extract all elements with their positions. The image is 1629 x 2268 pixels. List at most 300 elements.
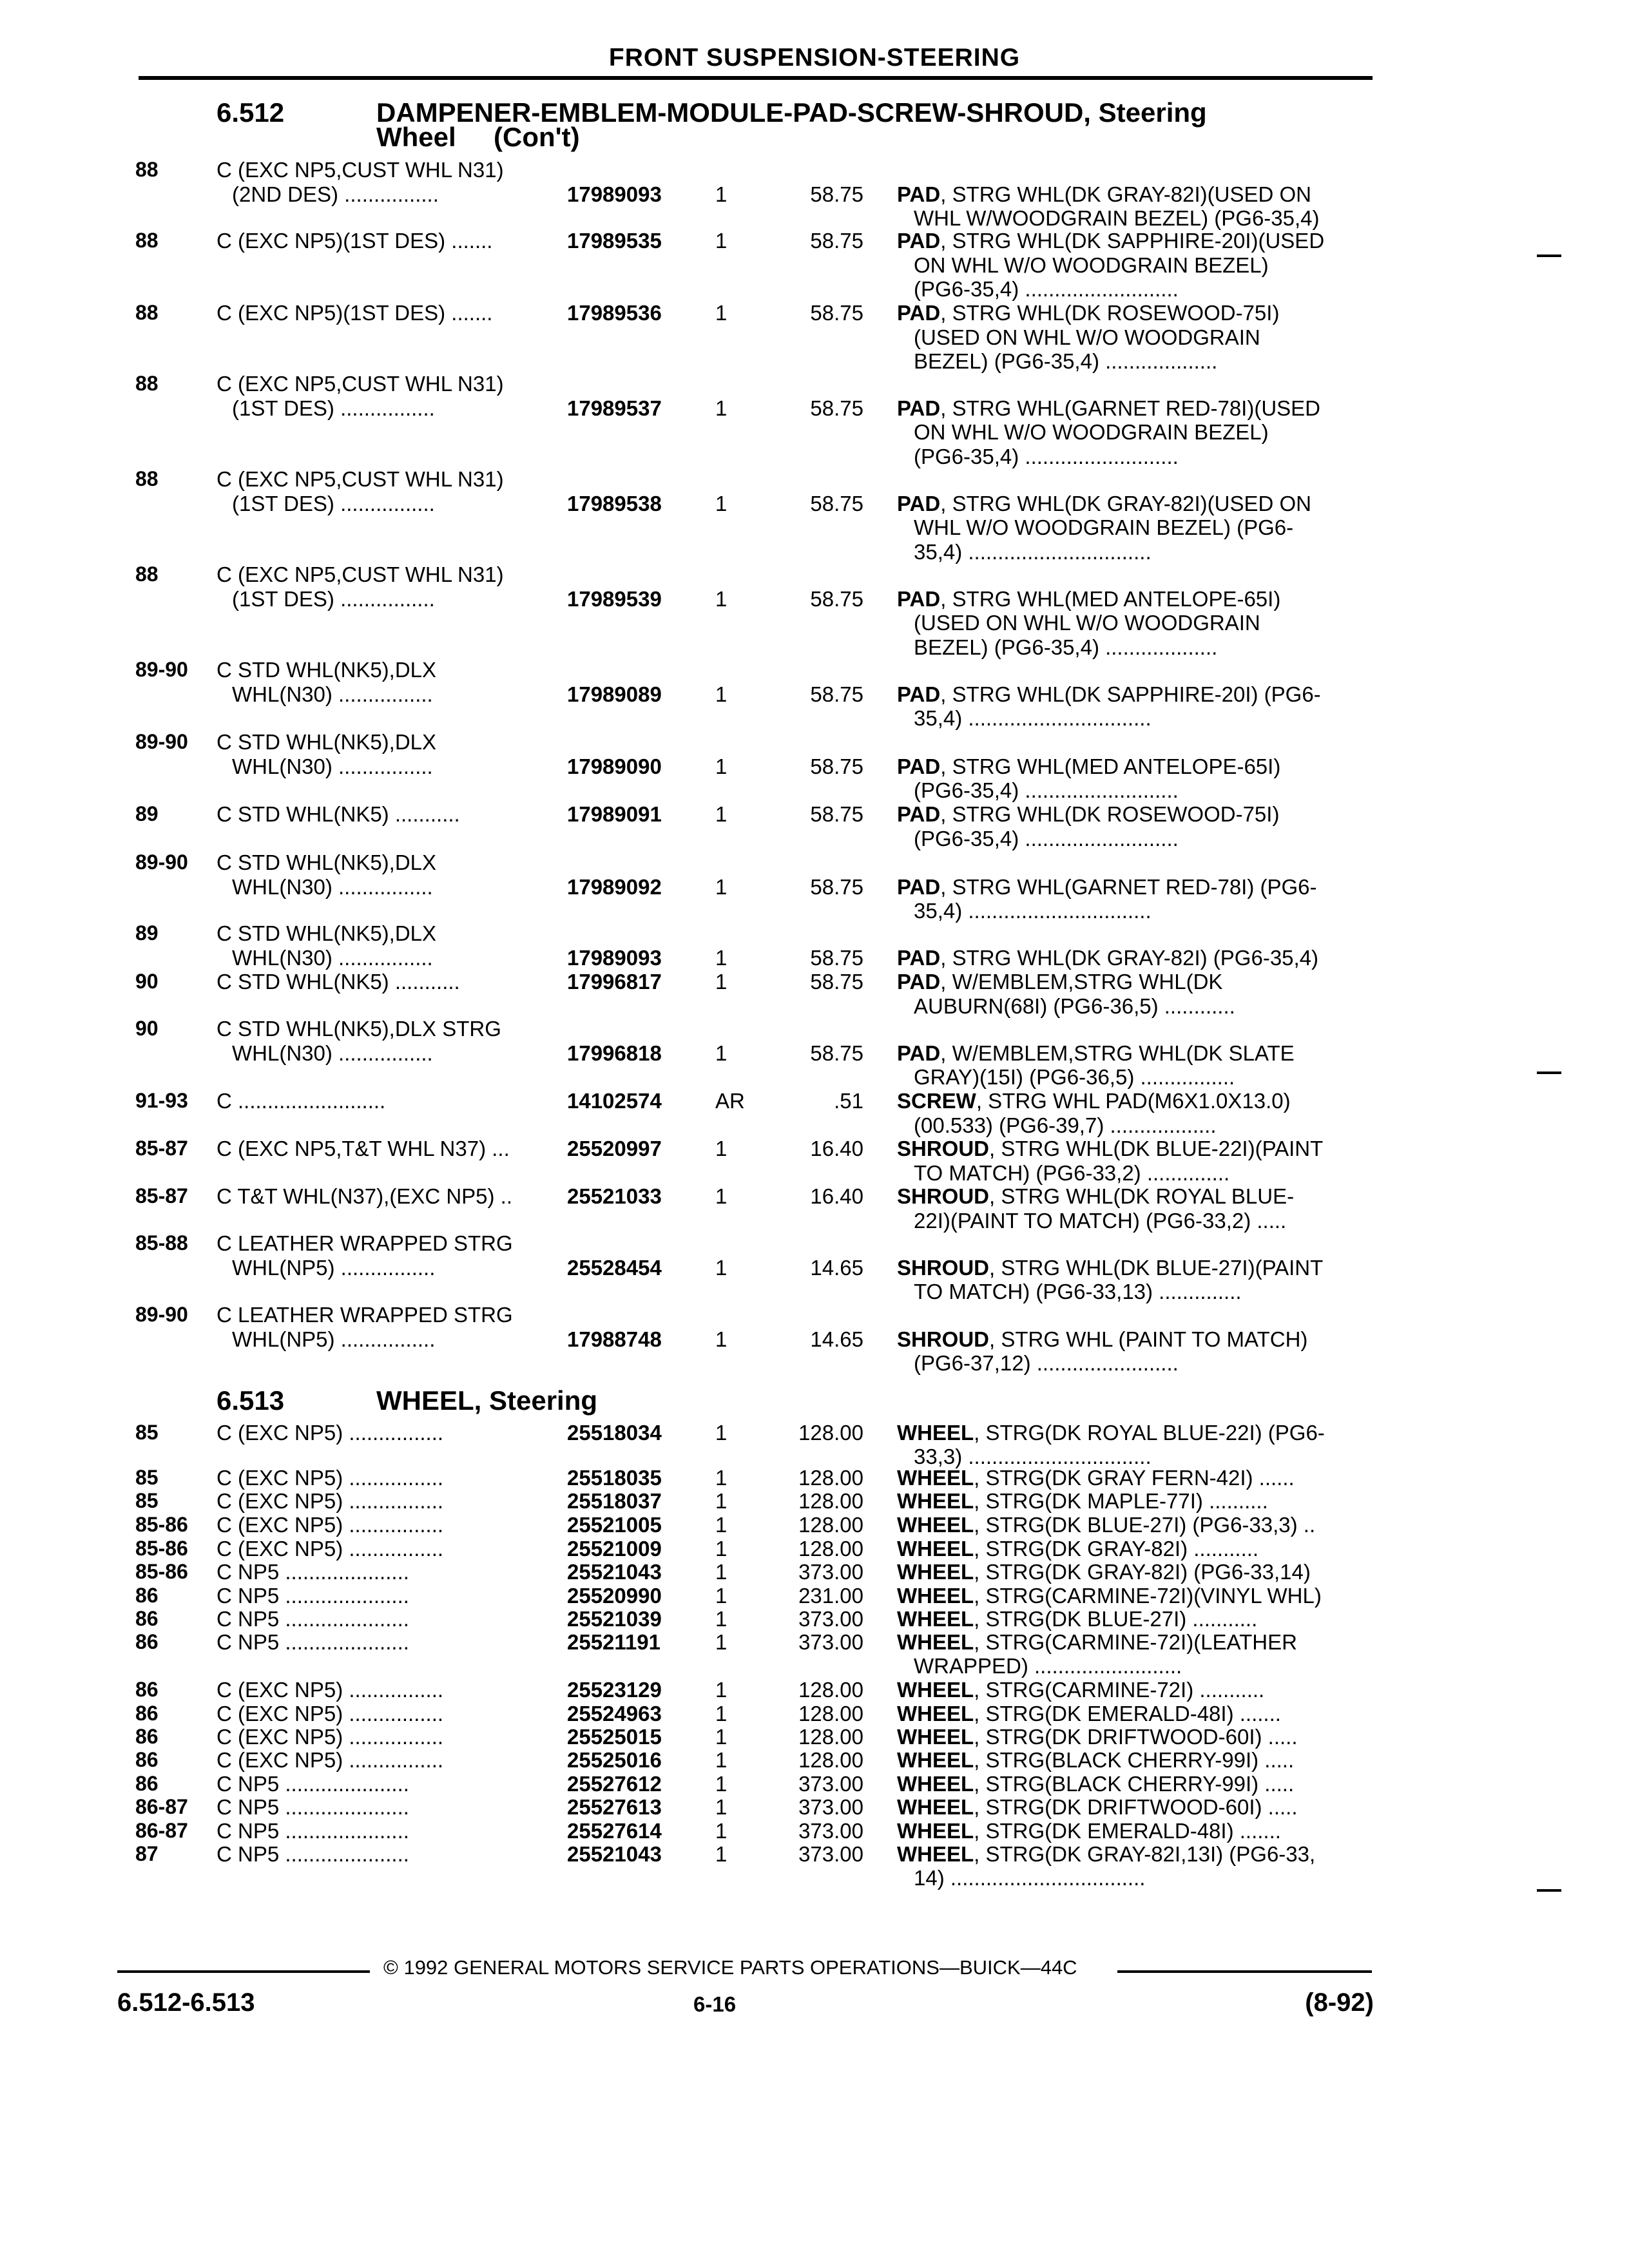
description-keyword: PAD [897,301,941,325]
description-text: (USED ON WHL W/O WOODGRAIN [914,325,1260,349]
description-text: , STRG WHL(MED ANTELOPE-65I) [940,754,1281,778]
usage-text: C NP5 ..................... [217,1607,409,1631]
model-year: 86 [135,1584,159,1607]
model-year: 86 [135,1678,159,1701]
part-number: 17989093 [567,945,662,970]
model-year: 90 [135,970,159,993]
description-keyword: SHROUD [897,1137,990,1160]
quantity: 1 [715,301,728,325]
description [897,1630,1374,1655]
usage-text: C STD WHL(NK5),DLX [217,850,437,874]
quantity: 1 [715,1041,728,1065]
description-text: , STRG(DK MAPLE-77I) .......... [974,1489,1268,1513]
price: 231.00 [798,1584,863,1608]
description-text: , STRG(DK GRAY FERN-42I) ...... [974,1466,1295,1490]
description [897,1560,1374,1584]
usage-text: (1ST DES) ................ [232,586,435,611]
description-keyword: WHEEL [897,1584,974,1608]
quantity: 1 [715,182,728,206]
usage-text: WHL(N30) ................ [232,754,433,778]
description-keyword: PAD [897,682,941,706]
description-text: , STRG WHL(DK GRAY-82I) (PG6-35,4) [940,945,1319,970]
description-text: , STRG WHL(GARNET RED-78I) (PG6- [940,874,1317,899]
usage-text: WHL(NP5) ................ [232,1327,436,1351]
description [897,1489,1374,1514]
description-keyword: PAD [897,229,941,253]
price: 58.75 [810,491,863,515]
quantity: 1 [715,1327,728,1351]
footer-rule-left [117,1970,370,1973]
description-text: WRAPPED) ......................... [914,1654,1182,1678]
quantity: 1 [715,1584,728,1608]
usage-text: C LEATHER WRAPPED STRG [217,1303,513,1327]
description-text: , STRG(BLACK CHERRY-99I) ..... [974,1772,1295,1796]
price: 128.00 [798,1489,863,1513]
description-keyword: WHEEL [897,1513,974,1537]
quantity: 1 [715,1466,728,1490]
model-year: 89-90 [135,730,188,753]
usage-text: C (EXC NP5,CUST WHL N31) [217,467,504,491]
description [897,1819,1374,1843]
description-text: , STRG WHL(DK SAPPHIRE-20I)(USED [940,229,1325,253]
part-number: 25521009 [567,1537,662,1561]
part-number: 25521039 [567,1607,662,1631]
description-text: TO MATCH) (PG6-33,2) .............. [914,1160,1230,1185]
description [897,492,1374,516]
description [897,754,1374,779]
price: 373.00 [798,1772,863,1796]
quantity: 1 [715,1795,728,1819]
description-text: , STRG(DK GRAY-82I) ........... [974,1537,1259,1561]
quantity: 1 [715,1489,728,1513]
model-year: 90 [135,1017,159,1040]
part-number: 25521191 [567,1630,661,1654]
price: .51 [834,1089,863,1113]
part-number: 25525016 [567,1748,662,1772]
price: 14.65 [810,1327,863,1351]
usage-text: (1ST DES) ................ [232,491,435,515]
description-text: , STRG(BLACK CHERRY-99I) ..... [974,1748,1295,1772]
description [897,182,1374,207]
description-keyword: PAD [897,491,941,515]
description [897,587,1374,611]
usage-text: C (EXC NP5) ................ [217,1748,444,1772]
section-title-continued: Wheel (Con't) [376,122,580,152]
price: 58.75 [810,586,863,611]
model-year: 88 [135,372,159,395]
usage-text: C NP5 ..................... [217,1584,409,1608]
part-number: 17989537 [567,396,662,420]
price: 128.00 [798,1748,863,1772]
description-text: , STRG(DK BLUE-27I) ........... [974,1607,1258,1631]
usage-text: C NP5 ..................... [217,1772,409,1796]
price: 16.40 [810,1137,863,1160]
quantity: 1 [715,1842,728,1866]
section-number: 6.513 [217,1385,285,1416]
usage-text: C (EXC NP5,CUST WHL N31) [217,158,504,182]
model-year: 85-87 [135,1184,188,1207]
model-year: 88 [135,301,159,324]
section-title: WHEEL, Steering [376,1385,598,1416]
description-text: (PG6-37,12) ........................ [914,1351,1179,1375]
description-text: , STRG WHL(DK BLUE-22I)(PAINT [989,1137,1324,1160]
description-text: , STRG WHL (PAINT TO MATCH) [989,1327,1308,1351]
price: 128.00 [798,1725,863,1749]
part-number: 25523129 [567,1678,662,1702]
price: 58.75 [810,970,863,994]
footer-rule-right [1117,1970,1372,1973]
part-number: 17989093 [567,182,662,206]
description-text: , STRG(DK DRIFTWOOD-60I) ..... [974,1725,1298,1749]
model-year: 86-87 [135,1795,188,1818]
quantity: 1 [715,586,728,611]
usage-text: C STD WHL(NK5),DLX STRG [217,1017,501,1041]
description-text: , STRG(CARMINE-72I) ........... [974,1678,1265,1702]
description-text: , STRG(DK GRAY-82I) (PG6-33,14) [974,1560,1311,1584]
usage-text: C (EXC NP5)(1ST DES) ....... [217,301,493,325]
description [897,1421,1374,1445]
price: 128.00 [798,1702,863,1725]
model-year: 86-87 [135,1819,188,1842]
description-text: , STRG WHL(DK GRAY-82I)(USED ON [940,182,1311,206]
description-text: WHL W/O WOODGRAIN BEZEL) (PG6- [914,515,1294,539]
price: 14.65 [810,1255,863,1280]
description-text: 35,4) ............................... [914,539,1152,564]
quantity: 1 [715,491,728,515]
description-text: 22I)(PAINT TO MATCH) (PG6-33,2) ..... [914,1208,1287,1233]
part-number: 17996817 [567,970,662,994]
description-keyword: PAD [897,1041,941,1065]
usage-text: C (EXC NP5) ................ [217,1678,444,1702]
price: 373.00 [798,1842,863,1866]
quantity: 1 [715,1702,728,1725]
price: 373.00 [798,1819,863,1843]
price: 58.75 [810,229,863,253]
description [897,1702,1374,1726]
quantity: 1 [715,682,728,706]
usage-text: WHL(N30) ................ [232,1041,433,1065]
usage-text: C NP5 ..................... [217,1630,409,1654]
description [897,301,1374,325]
usage-text: WHL(N30) ................ [232,945,433,970]
part-number: 25527612 [567,1772,662,1796]
part-number: 25521005 [567,1513,662,1537]
usage-text: WHL(NP5) ................ [232,1255,436,1280]
description-text: , STRG WHL PAD(M6X1.0X13.0) [976,1089,1291,1113]
model-year: 85-87 [135,1137,188,1160]
price: 58.75 [810,754,863,778]
part-number: 14102574 [567,1089,662,1113]
description-text: , STRG WHL(DK SAPPHIRE-20I) (PG6- [940,682,1321,706]
part-number: 17989536 [567,301,662,325]
description-text: , STRG(DK BLUE-27I) (PG6-33,3) .. [974,1513,1316,1537]
quantity: 1 [715,1725,728,1749]
description-keyword: PAD [897,586,941,611]
margin-mark [1537,1072,1561,1074]
model-year: 88 [135,562,159,586]
part-number: 25520990 [567,1584,662,1608]
description-keyword: WHEEL [897,1725,974,1749]
description-text: TO MATCH) (PG6-33,13) .............. [914,1280,1242,1303]
part-number: 25527613 [567,1795,662,1819]
price: 128.00 [798,1513,863,1537]
part-number: 25518037 [567,1489,662,1513]
description-keyword: WHEEL [897,1630,974,1654]
usage-text: C (EXC NP5) ................ [217,1513,444,1537]
description-text: , W/EMBLEM,STRG WHL(DK SLATE [940,1041,1295,1065]
title-rule [139,76,1373,80]
description-text: , W/EMBLEM,STRG WHL(DK [940,970,1223,994]
part-number: 25524963 [567,1702,662,1725]
description-keyword: WHEEL [897,1702,974,1725]
usage-text: C STD WHL(NK5),DLX [217,730,437,754]
usage-text: WHL(N30) ................ [232,874,433,899]
description [897,802,1374,827]
price: 58.75 [810,396,863,420]
model-year: 89 [135,802,159,825]
description-keyword: WHEEL [897,1795,974,1819]
model-year: 86 [135,1607,159,1630]
part-number: 17989092 [567,874,662,899]
price: 58.75 [810,301,863,325]
description [897,1842,1374,1867]
description-text: , STRG WHL(DK ROYAL BLUE- [989,1184,1295,1208]
description [897,1256,1374,1280]
description-text: 14) ................................. [914,1866,1146,1890]
description [897,1772,1374,1796]
part-number: 25520997 [567,1137,662,1160]
quantity: AR [715,1089,745,1113]
description-text: , STRG(CARMINE-72I)(VINYL WHL) [974,1584,1322,1608]
model-year: 89-90 [135,658,188,681]
price: 58.75 [810,874,863,899]
description-keyword: SHROUD [897,1255,990,1280]
quantity: 1 [715,802,728,826]
description-text: , STRG WHL(DK ROSEWOOD-75I) [940,301,1280,325]
description-keyword: WHEEL [897,1489,974,1513]
description-keyword: PAD [897,182,941,206]
description-text: , STRG(DK DRIFTWOOD-60I) ..... [974,1795,1298,1819]
quantity: 1 [715,229,728,253]
usage-text: C STD WHL(NK5),DLX [217,658,437,682]
model-year: 85-86 [135,1513,188,1536]
price: 128.00 [798,1466,863,1490]
description-keyword: WHEEL [897,1421,974,1445]
footer-date-code: (8-92) [1305,1988,1374,2017]
usage-text: (2ND DES) ................ [232,182,439,206]
model-year: 85 [135,1489,159,1512]
usage-text: C (EXC NP5) ................ [217,1537,444,1561]
quantity: 1 [715,874,728,899]
model-year: 86 [135,1725,159,1748]
description-text: , STRG WHL(DK BLUE-27I)(PAINT [989,1255,1324,1280]
usage-text: C NP5 ..................... [217,1560,409,1584]
price: 58.75 [810,802,863,826]
price: 373.00 [798,1630,863,1654]
price: 373.00 [798,1560,863,1584]
description-text: , STRG WHL(MED ANTELOPE-65I) [940,586,1281,611]
description-keyword: WHEEL [897,1772,974,1796]
part-number: 17988748 [567,1327,662,1351]
description [897,970,1374,994]
description [897,1795,1374,1820]
description-text: (USED ON WHL W/O WOODGRAIN [914,611,1260,635]
model-year: 87 [135,1842,159,1865]
quantity: 1 [715,1560,728,1584]
usage-text: C NP5 ..................... [217,1795,409,1819]
model-year: 85 [135,1421,159,1444]
description-text: , STRG WHL(DK ROSEWOOD-75I) [940,802,1280,826]
description-keyword: WHEEL [897,1607,974,1631]
quantity: 1 [715,1421,728,1445]
description-text: WHL W/WOODGRAIN BEZEL) (PG6-35,4) [914,206,1320,230]
part-number: 17989090 [567,754,662,778]
usage-text: C (EXC NP5) ................ [217,1466,444,1490]
part-number: 25518035 [567,1466,662,1490]
quantity: 1 [715,396,728,420]
description-text: (00.533) (PG6-39,7) .................. [914,1113,1217,1137]
model-year: 89 [135,921,159,945]
description [897,1041,1374,1066]
model-year: 88 [135,229,159,252]
description-text: (PG6-35,4) .......................... [914,778,1179,802]
usage-text: C T&T WHL(N37),(EXC NP5) .. [217,1184,513,1208]
part-number: 25528454 [567,1255,662,1280]
description-keyword: PAD [897,396,941,420]
price: 373.00 [798,1795,863,1819]
price: 58.75 [810,1041,863,1065]
quantity: 1 [715,754,728,778]
usage-text: C (EXC NP5) ................ [217,1702,444,1725]
description-text: , STRG WHL(GARNET RED-78I)(USED [940,396,1321,420]
quantity: 1 [715,1678,728,1702]
description-keyword: WHEEL [897,1537,974,1561]
description [897,1137,1374,1161]
description [897,1607,1374,1631]
quantity: 1 [715,1630,728,1654]
usage-text: C STD WHL(NK5) ........... [217,970,460,994]
usage-text: C (EXC NP5) ................ [217,1725,444,1749]
part-number: 25527614 [567,1819,662,1843]
price: 58.75 [810,945,863,970]
price: 58.75 [810,182,863,206]
description-text: , STRG(DK EMERALD-48I) ....... [974,1819,1281,1843]
description-keyword: PAD [897,874,941,899]
description [897,1466,1374,1490]
usage-text: C STD WHL(NK5),DLX [217,921,437,945]
description-keyword: SCREW [897,1089,976,1113]
price: 16.40 [810,1184,863,1208]
price: 128.00 [798,1537,863,1561]
usage-text: C LEATHER WRAPPED STRG [217,1231,513,1255]
description-text: (PG6-35,4) .......................... [914,826,1179,850]
footer-copyright: © 1992 GENERAL MOTORS SERVICE PARTS OPERATIONS—BUICK—44C [383,1956,1077,1979]
description [897,229,1374,253]
model-year: 85-88 [135,1231,188,1254]
usage-text: C (EXC NP5) ................ [217,1421,444,1445]
description-text: AUBURN(68I) (PG6-36,5) ............ [914,994,1235,1018]
description-keyword: PAD [897,802,941,826]
part-number: 25521043 [567,1560,662,1584]
margin-mark [1537,1889,1561,1892]
part-number: 17989089 [567,682,662,706]
usage-text: C NP5 ..................... [217,1842,409,1866]
usage-text: C (EXC NP5,T&T WHL N37) ... [217,1137,510,1160]
section-title: DAMPENER-EMBLEM-MODULE-PAD-SCREW-SHROUD, Steering [376,97,1207,128]
description [897,1678,1374,1702]
footer-section-range: 6.512-6.513 [117,1988,255,2017]
usage-text: C (EXC NP5,CUST WHL N31) [217,562,504,586]
usage-text: C (EXC NP5,CUST WHL N31) [217,372,504,396]
model-year: 89-90 [135,850,188,874]
quantity: 1 [715,1255,728,1280]
description-text: ON WHL W/O WOODGRAIN BEZEL) [914,420,1269,444]
description-keyword: WHEEL [897,1466,974,1490]
quantity: 1 [715,1772,728,1796]
description-text: BEZEL) (PG6-35,4) ................... [914,349,1218,373]
model-year: 85-86 [135,1537,188,1560]
model-year: 86 [135,1748,159,1771]
description-keyword: WHEEL [897,1819,974,1843]
quantity: 1 [715,1819,728,1843]
description [897,682,1374,707]
description-keyword: WHEEL [897,1842,974,1866]
margin-mark [1537,255,1561,257]
usage-text: C NP5 ..................... [217,1819,409,1843]
quantity: 1 [715,1137,728,1160]
part-number: 17989538 [567,491,662,515]
description-text: , STRG WHL(DK GRAY-82I)(USED ON [940,491,1311,515]
quantity: 1 [715,1748,728,1772]
description-text: 33,3) ............................... [914,1445,1152,1468]
description-keyword: WHEEL [897,1748,974,1772]
description [897,1327,1374,1352]
usage-text: C (EXC NP5)(1ST DES) ....... [217,229,493,253]
quantity: 1 [715,1607,728,1631]
usage-text: (1ST DES) ................ [232,396,435,420]
model-year: 89-90 [135,1303,188,1326]
description-keyword: PAD [897,945,941,970]
model-year: 86 [135,1772,159,1795]
description [897,1748,1374,1773]
description [897,1584,1374,1608]
description-keyword: SHROUD [897,1327,990,1351]
price: 128.00 [798,1678,863,1702]
description [897,1513,1374,1537]
model-year: 85 [135,1466,159,1489]
description-text: , STRG(DK EMERALD-48I) ....... [974,1702,1281,1725]
description-text: 35,4) ............................... [914,899,1152,923]
model-year: 86 [135,1630,159,1653]
price: 128.00 [798,1421,863,1445]
description-text: 35,4) ............................... [914,706,1152,730]
description-keyword: WHEEL [897,1678,974,1702]
model-year: 88 [135,467,159,490]
description [897,1184,1374,1209]
description-text: , STRG(CARMINE-72I)(LEATHER [974,1630,1297,1654]
usage-text: C ......................... [217,1089,386,1113]
model-year: 86 [135,1702,159,1725]
usage-text: C (EXC NP5) ................ [217,1489,444,1513]
description-keyword: SHROUD [897,1184,990,1208]
description-text: (PG6-35,4) .......................... [914,444,1179,468]
quantity: 1 [715,1184,728,1208]
part-number: 25518034 [567,1421,662,1445]
quantity: 1 [715,970,728,994]
description [897,1537,1374,1561]
model-year: 88 [135,158,159,181]
description-keyword: PAD [897,970,941,994]
